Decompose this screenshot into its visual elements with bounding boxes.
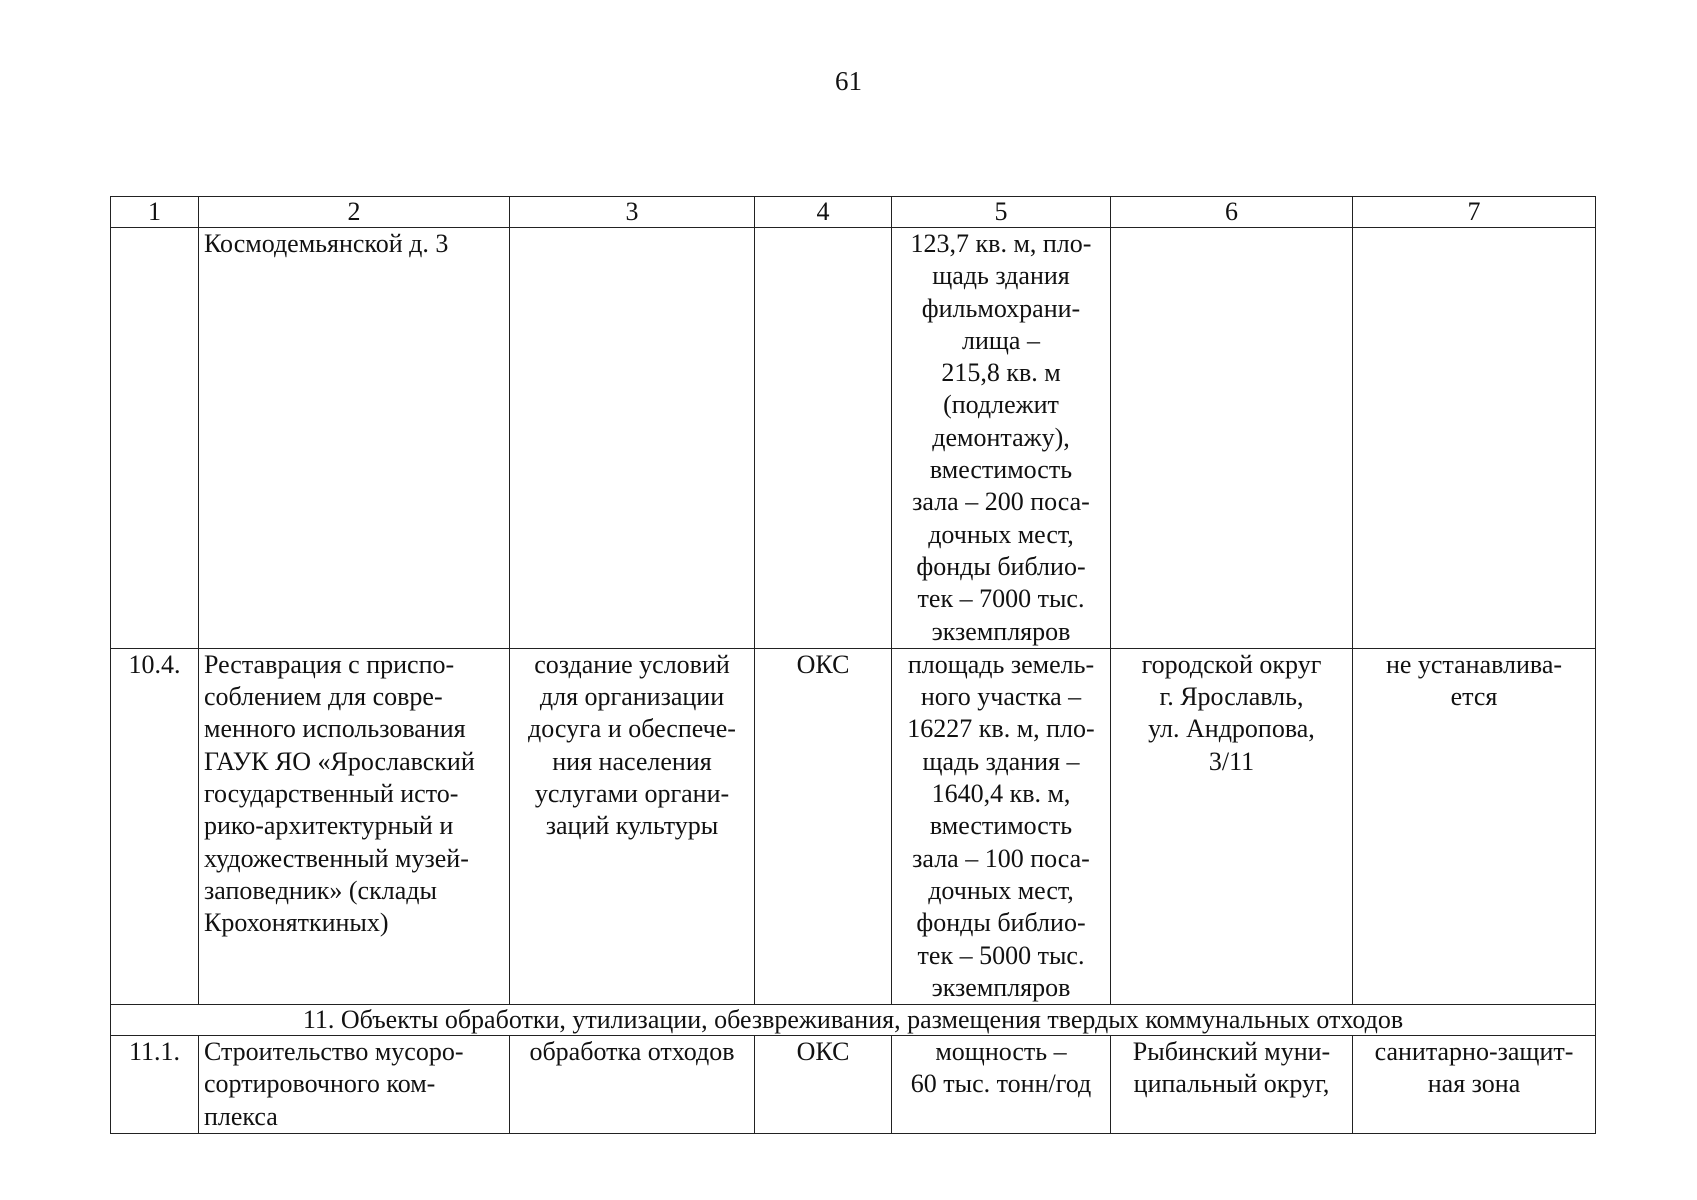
text-line: ная зона: [1427, 1069, 1521, 1099]
header-col-4: 4: [755, 197, 892, 228]
text-line: 215,8 кв. м: [941, 358, 1061, 388]
text-line: рико-архитектурный и: [204, 811, 454, 841]
cell-purpose: [510, 1036, 755, 1134]
text-line: ципальный округ,: [1133, 1069, 1330, 1099]
cell-type: ОКС: [755, 1036, 892, 1134]
text-line: создание условий: [534, 649, 730, 679]
text-line: менного использования: [204, 714, 466, 744]
header-col-5: 5: [892, 197, 1111, 228]
cell-number: 10.4.: [111, 648, 199, 1004]
text-line: досуга и обеспече-: [528, 714, 736, 744]
text-line: обработка отходов: [529, 1037, 735, 1067]
header-col-7: 7: [1353, 197, 1596, 228]
text-line: ного участка –: [920, 682, 1082, 712]
text-line: фильмохрани-: [921, 293, 1081, 323]
text-line: Реставрация с приспо-: [204, 649, 455, 679]
text-line: не устанавлива-: [1385, 649, 1563, 679]
text-line: зала – 100 поса-: [912, 843, 1090, 873]
text-line: Строительство мусоро-: [204, 1037, 464, 1067]
text-line: щадь здания: [932, 261, 1070, 291]
text-line: тек – 5000 тыс.: [917, 940, 1085, 970]
cell-number: [111, 228, 199, 649]
text-line: соблением для совре-: [204, 682, 443, 712]
text-line: вместимость: [929, 455, 1073, 485]
text-line: фонды библио-: [916, 551, 1086, 581]
planning-table: [110, 196, 1596, 1134]
cell-purpose: [510, 228, 755, 649]
text-line: дочных мест,: [928, 519, 1074, 549]
text-line: ется: [1450, 682, 1498, 712]
section-title: 11. Объекты обработки, утилизации, обезвреживания, размещения твердых коммунальных отходов: [111, 1005, 1596, 1036]
table-row-11-1: [111, 1036, 1596, 1134]
cell-object-name: [199, 228, 510, 649]
text-line: 16227 кв. м, пло-: [907, 714, 1095, 744]
cell-object-name: [199, 648, 510, 1004]
text-line: санитарно-защит-: [1374, 1037, 1574, 1067]
header-col-2: 2: [199, 197, 510, 228]
text-line: дочных мест,: [928, 875, 1074, 905]
text-line: мощность –: [935, 1037, 1067, 1067]
text-line: 123,7 кв. м, пло-: [910, 229, 1092, 258]
text-line: Рыбинский муни-: [1132, 1037, 1331, 1067]
cell-location: [1111, 648, 1353, 1004]
header-col-1: 1: [111, 197, 199, 228]
cell-zone: [1353, 1036, 1596, 1134]
header-col-6: 6: [1111, 197, 1353, 228]
text-line: экземпляров: [931, 616, 1071, 646]
text-line: фонды библио-: [916, 908, 1086, 938]
text-line: услугами органи-: [534, 779, 730, 809]
table-row-continuation: [111, 228, 1596, 649]
header-col-3: 3: [510, 197, 755, 228]
text-line: 1640,4 кв. м,: [931, 779, 1071, 809]
text-line: художественный музей-: [204, 843, 469, 873]
header-row: [111, 197, 1596, 228]
text-line: демонтажу),: [932, 422, 1070, 452]
cell-purpose: [510, 648, 755, 1004]
cell-type: ОКС: [755, 648, 892, 1004]
cell-type: [755, 228, 892, 649]
text-line: площадь земель-: [907, 649, 1095, 679]
text-line: ГАУК ЯО «Ярославский: [204, 746, 475, 776]
text-line: лища –: [962, 325, 1040, 355]
text-line: Крохоняткиных): [204, 908, 389, 938]
text-line: государственный исто-: [204, 779, 459, 809]
cell-zone: [1353, 648, 1596, 1004]
cell-characteristics: [892, 1036, 1111, 1134]
text-line: экземпляров: [931, 972, 1071, 1002]
section-heading-row: [111, 1005, 1596, 1036]
text-line: заповедник» (склады: [204, 875, 437, 905]
text-line: Космодемьянской д. 3: [204, 229, 449, 258]
text-line: ния населения: [552, 746, 712, 776]
text-line: щадь здания –: [922, 746, 1080, 776]
cell-object-name: [199, 1036, 510, 1134]
cell-zone: [1353, 228, 1596, 649]
text-line: сортировочного ком-: [204, 1069, 436, 1099]
text-line: (подлежит: [943, 390, 1059, 420]
text-line: вместимость: [929, 811, 1073, 841]
cell-number: 11.1.: [111, 1036, 199, 1134]
table-row-10-4: [111, 648, 1596, 1004]
text-line: тек – 7000 тыс.: [917, 584, 1085, 614]
text-line: 3/11: [1208, 746, 1255, 776]
cell-location: [1111, 1036, 1353, 1134]
cell-characteristics: [892, 228, 1111, 649]
text-line: для организации: [539, 682, 725, 712]
text-line: 60 тыс. тонн/год: [910, 1069, 1092, 1099]
cell-location: [1111, 228, 1353, 649]
page-number: 61: [835, 66, 862, 96]
text-line: городской округ: [1141, 649, 1322, 679]
cell-characteristics: [892, 648, 1111, 1004]
text-line: зала – 200 поса-: [912, 487, 1090, 517]
text-line: ул. Андропова,: [1148, 714, 1315, 744]
text-line: плекса: [204, 1101, 278, 1131]
text-line: заций культуры: [545, 811, 719, 841]
text-line: г. Ярославль,: [1159, 682, 1304, 712]
